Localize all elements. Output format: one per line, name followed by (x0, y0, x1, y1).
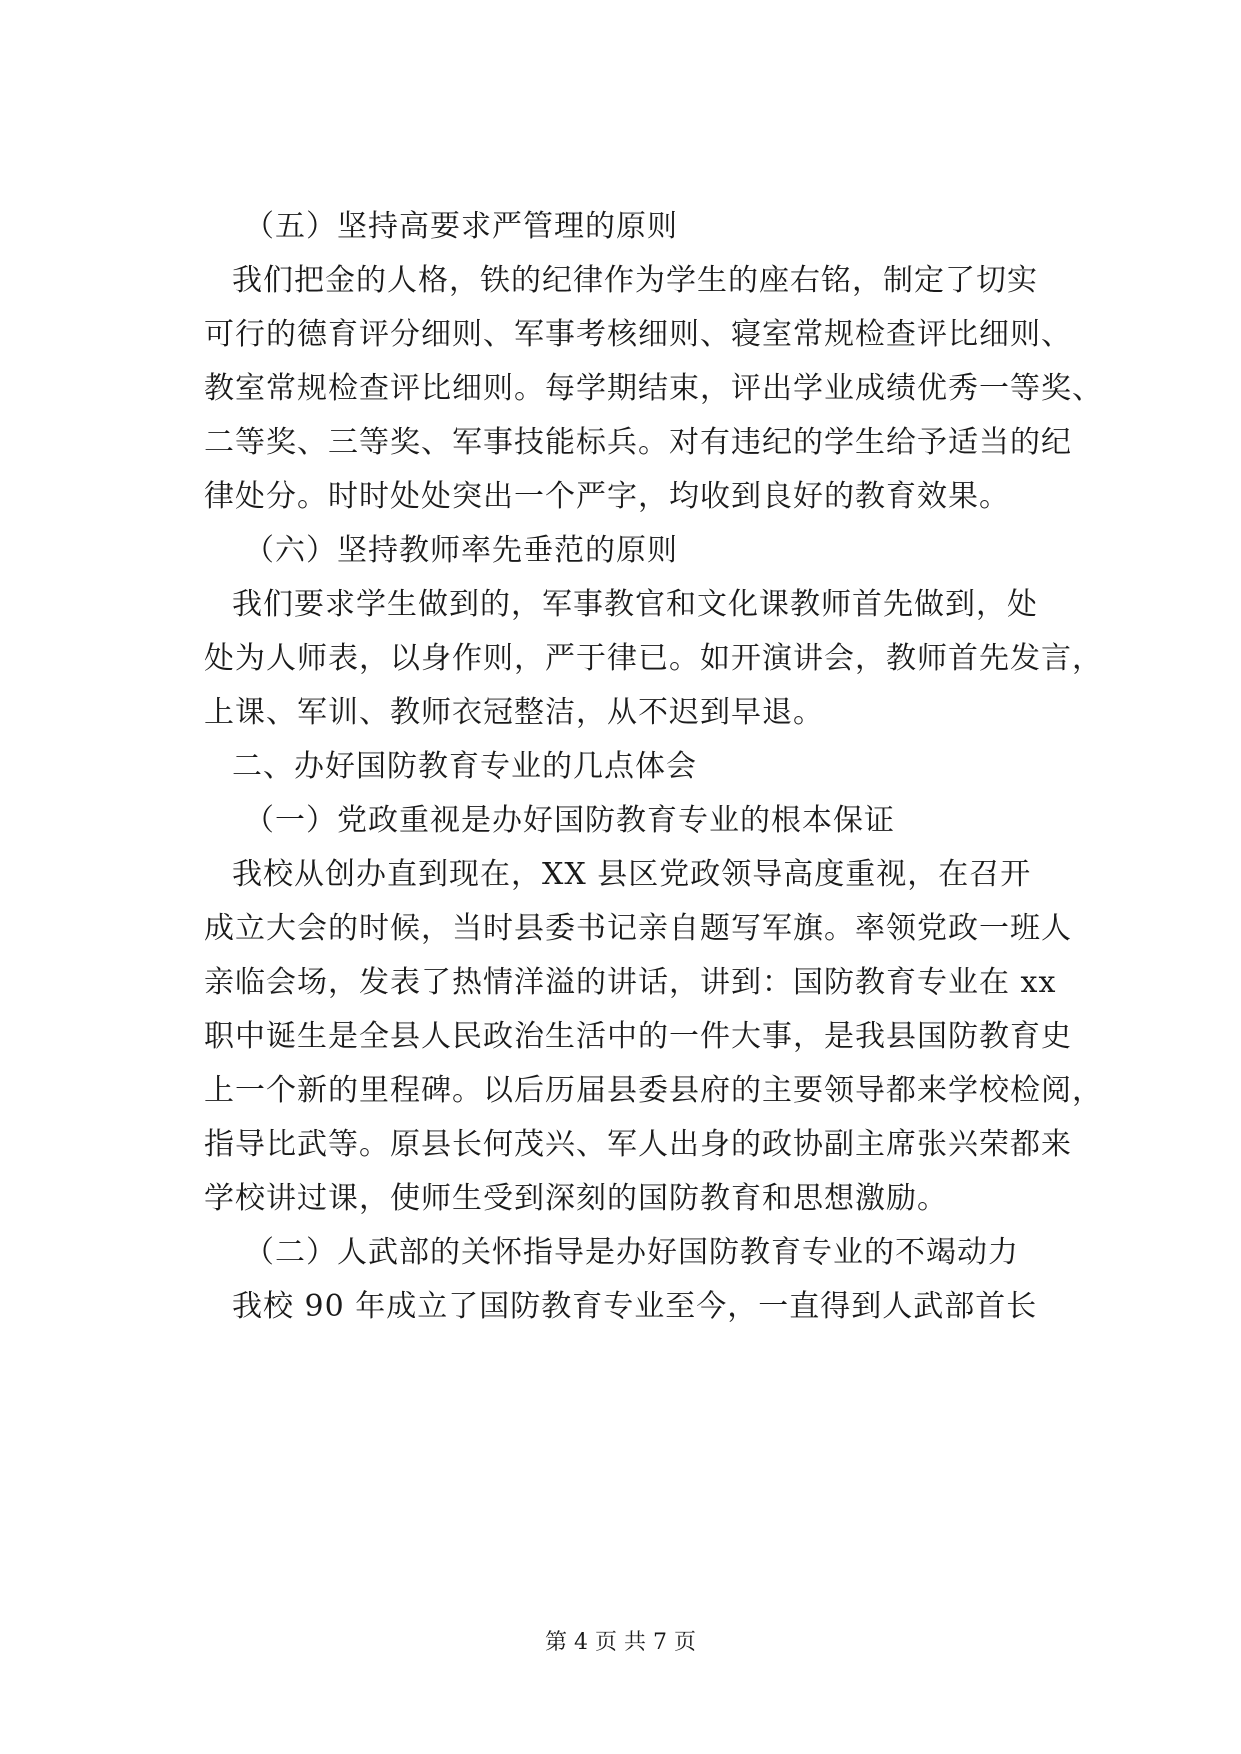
paragraph-line: 可行的德育评分细则、军事考核细则、寝室常规检查评比细则、 (204, 317, 1072, 352)
paragraph-line: 我校 90 年成立了国防教育专业至今，一直得到人武部首长 (232, 1289, 1038, 1324)
document-body (204, 200, 1103, 1334)
paragraph-line: 亲临会场，发表了热情洋溢的讲话，讲到：国防教育专业在 xx (204, 965, 1057, 1000)
heading-one: （一）党政重视是办好国防教育专业的根本保证 (244, 803, 895, 838)
paragraph-line: 教室常规检查评比细则。每学期结束，评出学业成绩优秀一等奖、 (204, 371, 1103, 406)
paragraph-line: 二等奖、三等奖、军事技能标兵。对有违纪的学生给予适当的纪 (204, 425, 1072, 460)
paragraph-line: 处为人师表，以身作则，严于律已。如开演讲会，教师首先发言， (204, 641, 1103, 676)
heading-six: （六）坚持教师率先垂范的原则 (244, 533, 678, 568)
paragraph-line: 我们把金的人格，铁的纪律作为学生的座右铭，制定了切实 (232, 263, 1038, 298)
paragraph-line: 上一个新的里程碑。以后历届县委县府的主要领导都来学校检阅， (204, 1073, 1103, 1108)
section-heading-two: 二、办好国防教育专业的几点体会 (232, 749, 697, 784)
paragraph-line: 指导比武等。原县长何茂兴、军人出身的政协副主席张兴荣都来 (204, 1127, 1072, 1162)
paragraph-line: 我们要求学生做到的，军事教官和文化课教师首先做到，处 (232, 587, 1038, 622)
paragraph-line: 学校讲过课，使师生受到深刻的国防教育和思想激励。 (204, 1181, 948, 1216)
paragraph-line: 成立大会的时候，当时县委书记亲自题写军旗。率领党政一班人 (204, 911, 1072, 946)
paragraph-line: 律处分。时时处处突出一个严字，均收到良好的教育效果。 (204, 479, 1010, 514)
heading-two-sub: （二）人武部的关怀指导是办好国防教育专业的不竭动力 (244, 1235, 1019, 1270)
paragraph-line: 我校从创办直到现在，XX 县区党政领导高度重视，在召开 (232, 857, 1032, 892)
page-footer: 第 4 页 共 7 页 (545, 1630, 696, 1655)
heading-five: （五）坚持高要求严管理的原则 (244, 209, 678, 244)
paragraph-line: 职中诞生是全县人民政治生活中的一件大事，是我县国防教育史 (204, 1019, 1072, 1054)
paragraph-line: 上课、军训、教师衣冠整洁，从不迟到早退。 (204, 695, 824, 730)
